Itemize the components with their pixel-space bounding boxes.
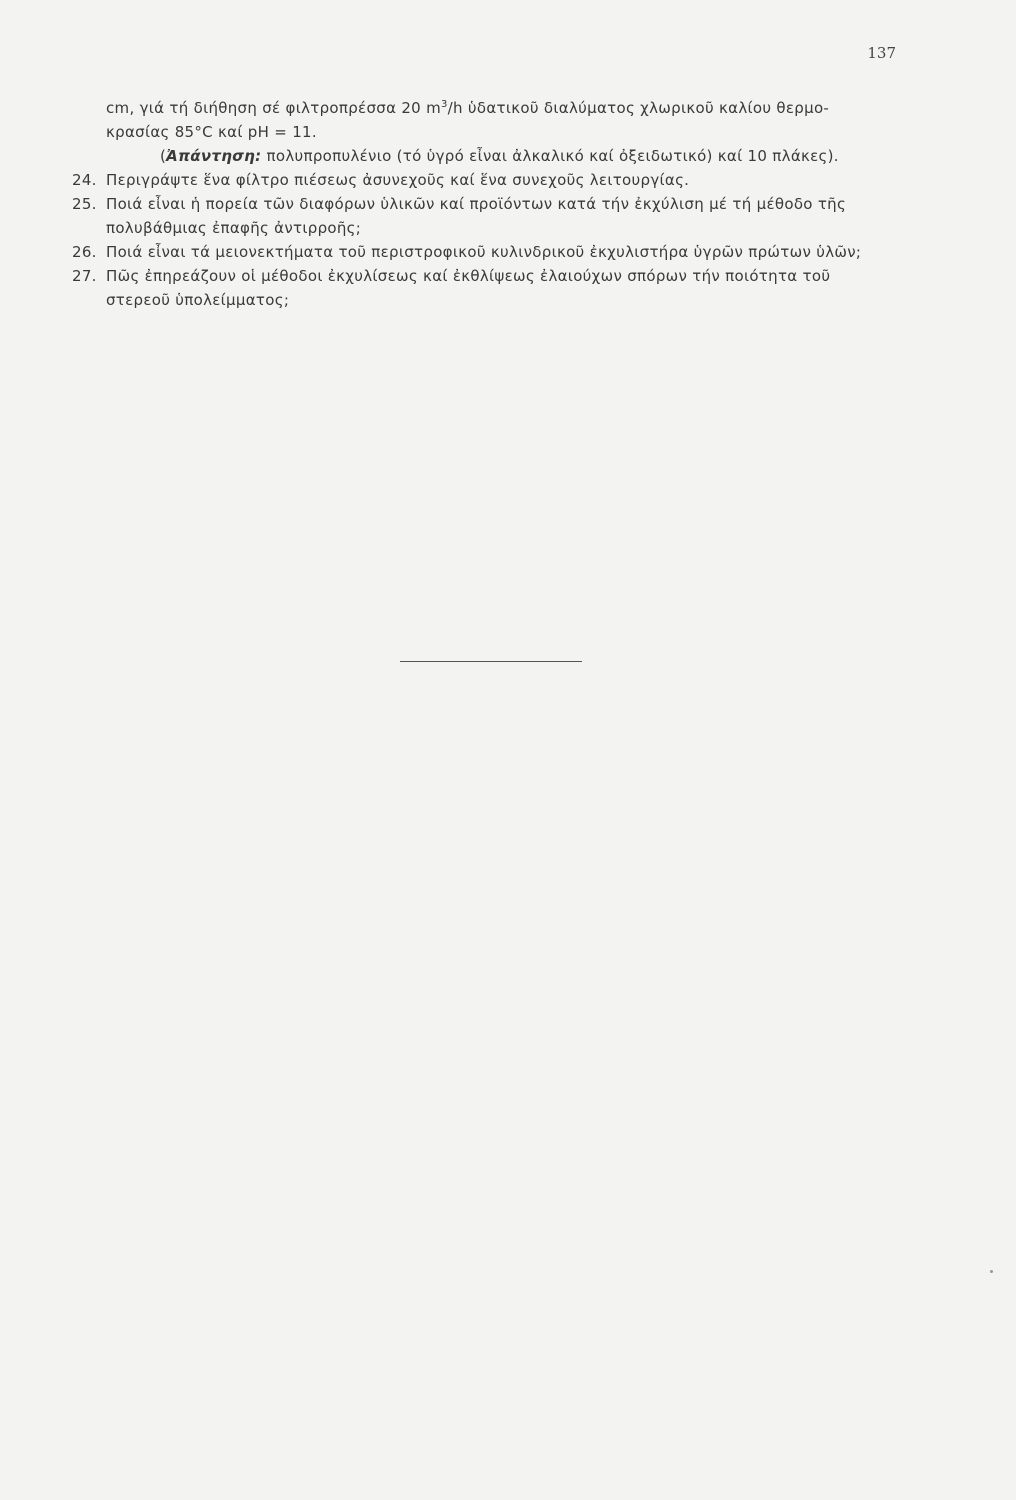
answer-text: πολυπροπυλένιο (τό ὑγρό εἶναι ἀλκαλικό καί ὀξειδωτικό) καί 10 πλάκες).: [261, 147, 839, 165]
text-line: [106, 120, 900, 144]
page-number: 137: [867, 44, 896, 62]
answer-line: [106, 144, 900, 168]
text-body: [72, 96, 900, 312]
text-fragment: cm, γιά τή διήθηση σέ φιλτροπρέσσα 20 m: [106, 99, 441, 117]
section-divider: [400, 661, 582, 662]
text-fragment: κρασίας 85°C καί pH = 11.: [106, 123, 317, 141]
question-text: Ποιά εἶναι ἡ πορεία τῶν διαφόρων ὑλικῶν καί προϊόντων κατά τήν ἐκχύλιση μέ τή μέθοδο τῆς: [106, 195, 847, 213]
question-24: 24. Περιγράψτε ἕνα φίλτρο πιέσεως ἀσυνεχοῦς καί ἕνα συνεχοῦς λειτουργίας.: [72, 171, 690, 189]
question-text: Ποιά εἶναι τά μειονεκτήματα τοῦ περιστροφικοῦ κυλινδρικοῦ ἐκχυλιστήρα ὑγρῶν πρώτων ὑλῶν;: [106, 243, 862, 261]
answer-label: Ἀπάντηση:: [166, 147, 262, 165]
question-26: 26. Ποιά εἶναι τά μειονεκτήματα τοῦ περιστροφικοῦ κυλινδρικοῦ ἐκχυλιστήρα ὑγρῶν πρώτων ὑλῶν;: [72, 243, 862, 261]
question-text: Πῶς ἐπηρεάζουν οἱ μέθοδοι ἐκχυλίσεως καί ἐκθλίψεως ἐλαιούχων σπόρων τήν ποιότητα τοῦ: [106, 267, 831, 285]
question-27-continuation: [106, 288, 900, 312]
scan-speck: [990, 1270, 993, 1273]
answer-open-paren: (: [160, 147, 167, 165]
question-27: 27. Πῶς ἐπηρεάζουν οἱ μέθοδοι ἐκχυλίσεως καί ἐκθλίψεως ἐλαιούχων σπόρων τήν ποιότητα τοῦ: [72, 267, 831, 285]
question-text: στερεοῦ ὑπολείμματος;: [106, 291, 290, 309]
text-fragment: /h ὑδατικοῦ διαλύματος χλωρικοῦ καλίου θερμο-: [447, 99, 830, 117]
question-text: πολυβάθμιας ἐπαφῆς ἀντιρροῆς;: [106, 219, 362, 237]
text-line: [106, 96, 900, 120]
superscript: 3: [441, 99, 448, 110]
question-25-continuation: [106, 216, 900, 240]
question-text: Περιγράψτε ἕνα φίλτρο πιέσεως ἀσυνεχοῦς καί ἕνα συνεχοῦς λειτουργίας.: [106, 171, 690, 189]
question-25: 25. Ποιά εἶναι ἡ πορεία τῶν διαφόρων ὑλικῶν καί προϊόντων κατά τήν ἐκχύλιση μέ τή μέθοδο τῆς: [72, 195, 847, 213]
